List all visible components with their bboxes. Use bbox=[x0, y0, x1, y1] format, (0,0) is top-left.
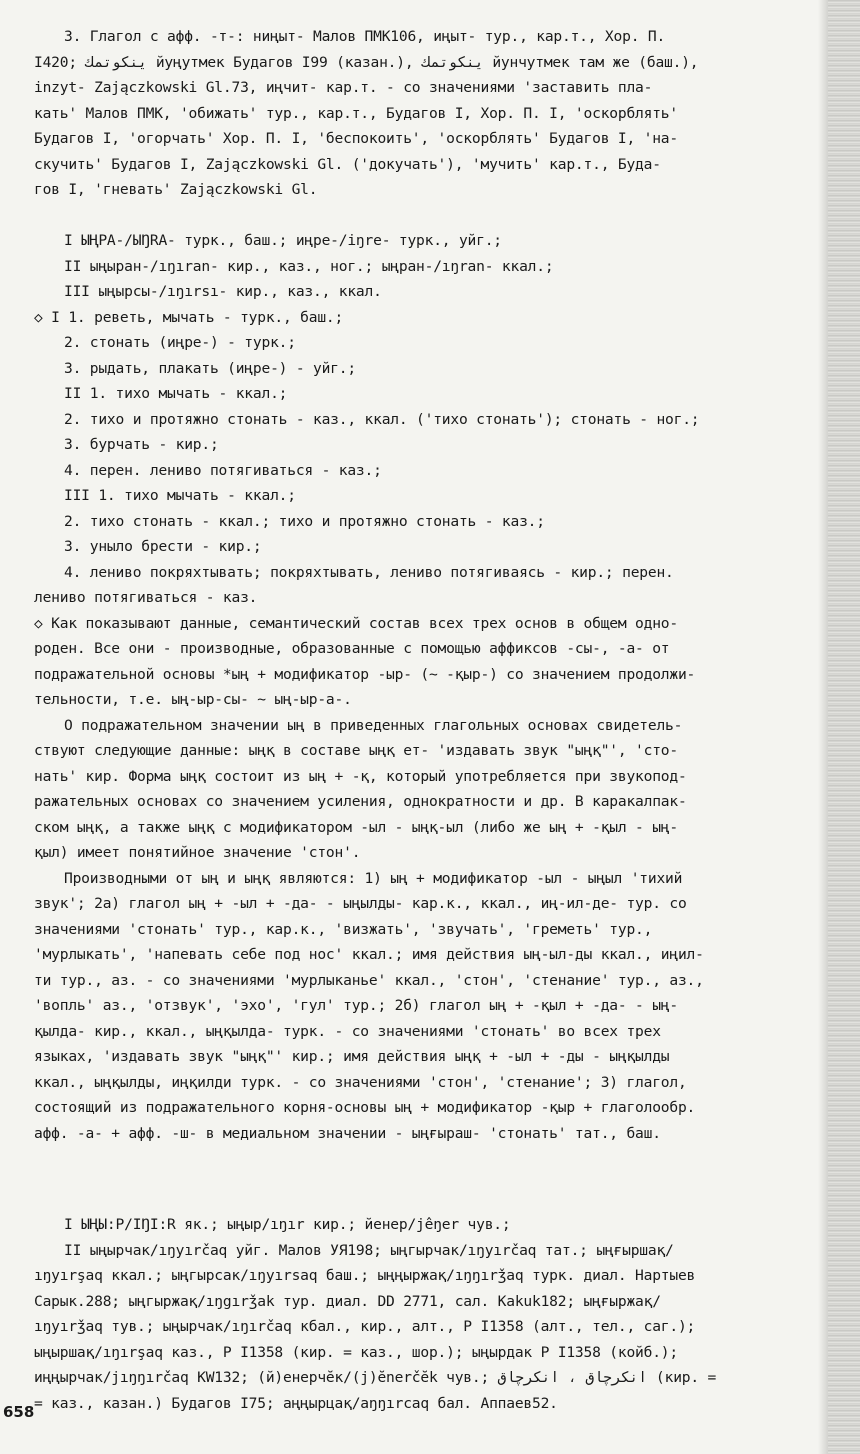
text-line: звук'; 2а) глагол ың + -ыл + -да- - ыңылды- кар.к., ккал., иң-ил-де- тур. со bbox=[34, 895, 687, 912]
text-line: нать' кир. Форма ыңқ состоит из ың + -қ, который употребляется при звукопод- bbox=[34, 767, 687, 785]
meaning-line: ◇ I 1. реветь, мычать - турк., баш.; bbox=[34, 308, 344, 326]
text-line: ражательных основах со значением усиления, однократности и др. В каракалпак- bbox=[34, 793, 687, 810]
text-line: III ыңырсы-/ıŋırsı- кир., каз., ккал. bbox=[64, 283, 382, 300]
meaning-line: 4. лениво покряхтывать; покряхтывать, лениво потягиваясь - кир.; перен. bbox=[64, 563, 674, 581]
text-line: ккал., ыңқылды, иңқилди турк. - со значениями 'стон', 'стенание'; 3) глагол, bbox=[34, 1073, 687, 1091]
meaning-line: 2. тихо стонать - ккал.; тихо и протяжно стонать - каз.; bbox=[64, 512, 545, 530]
meaning-line: II 1. тихо мычать - ккал.; bbox=[64, 385, 288, 402]
meaning-line: 3. бурчать - кир.; bbox=[64, 436, 219, 453]
page-number: 658 bbox=[3, 1403, 35, 1421]
text-line: II ыңыран-/ıŋıran- кир., каз., ног.; ыңран-/ıŋran- ккал.; bbox=[64, 257, 554, 275]
text-line: скучить' Будагов I, Zajączkowski Gl. ('докучать'), 'мучить' кар.т., Буда- bbox=[34, 155, 661, 173]
text-line: гов I, 'гневать' Zajączkowski Gl. bbox=[34, 181, 318, 198]
text-line: кать' Малов ПМК, 'обижать' тур., кар.т., Будагов I, Хор. П. I, 'оскорблять' bbox=[34, 104, 678, 122]
text-line: тельности, т.е. ың-ыр-сы- ~ ың-ыр-а-. bbox=[34, 691, 352, 708]
meaning-line: 4. перен. лениво потягиваться - каз.; bbox=[64, 461, 382, 479]
text-line: I420; ينكوتمك йуңутмек Будагов I99 (казан.), ينكوتمك йунчутмек там же (баш.), bbox=[34, 53, 699, 71]
meaning-line: 3. уныло брести - кир.; bbox=[64, 538, 262, 555]
text-line: лениво потягиваться - каз. bbox=[34, 589, 258, 606]
text-line: ыңыршақ/ıŋırşaq каз., Р I1358 (кир. = каз., шор.); ыңырдак Р I1358 (койб.); bbox=[34, 1343, 678, 1361]
text-line: ıŋyırşaq ккал.; ыңгырсак/ıŋyırsaq баш.; ыңңыржақ/ıŋŋırǯaq турк. диал. Нартыев bbox=[34, 1267, 696, 1284]
text-line: = каз., казан.) Будагов I75; аңңырцақ/aŋŋırcaq бал. Аппаев52. bbox=[34, 1394, 558, 1412]
commentary-line: Производными от ың и ыңқ являются: 1) ың + модификатор -ыл - ыңыл 'тихий bbox=[64, 869, 683, 887]
text-line: иңңырчак/jıŋŋırčaq KW132; (й)енерчĕк/(j)ĕnerčĕk чув.; انكرچاق ، انكرچاق (кир. = bbox=[34, 1369, 717, 1386]
text-line: состоящий из подражательного корня-основы ың + модификатор -қыр + глаголообр. bbox=[34, 1099, 696, 1116]
text-line: ском ыңқ, а также ыңқ с модификатором -ыл - ыңқ-ыл (либо же ың + -қыл - ың- bbox=[34, 818, 678, 836]
text-line: Сарык.288; ыңгыржақ/ıŋgırǯak тур. диал. DD 2771, сал. Kakuk182; ыңғыржақ/ bbox=[34, 1292, 661, 1310]
text-line: қыл) имеет понятийное значение 'стон'. bbox=[34, 844, 361, 861]
text-line: ıŋyırǯaq тув.; ыңырчак/ıŋırčaq кбал., кир., алт., Р I1358 (алт., тел., саг.); bbox=[34, 1318, 696, 1335]
text-line: Будагов I, 'огорчать' Хор. П. I, 'беспокоить', 'оскорблять' Будагов I, 'на- bbox=[34, 130, 678, 147]
text-line: роден. Все они - производные, образованные с помощью аффиксов -сы-, -а- от bbox=[34, 640, 670, 657]
meaning-line: 3. рыдать, плакать (иңре-) - уйг.; bbox=[64, 359, 356, 377]
meaning-line: 2. тихо и протяжно стонать - каз., ккал. ('тихо стонать'); стонать - ног.; bbox=[64, 410, 700, 428]
section-3-entry-ingir bbox=[34, 1212, 824, 1416]
commentary-line: ◇ Как показывают данные, семантический состав всех трех основ в общем одно- bbox=[34, 614, 678, 632]
text-line: қылда- кир., ккал., ыңқылда- турк. - со значениями 'стонать' во всех трех bbox=[34, 1022, 661, 1040]
book-binding-shadow bbox=[828, 0, 860, 1454]
text-line: 'вопль' аз., 'отзвук', 'эхо', 'гул' тур.; 2б) глагол ың + -қыл + -да- - ың- bbox=[34, 997, 678, 1014]
entry-headword: I ЫҢЫ:Р/IŊI:R як.; ыңыр/ıŋır кир.; йенер/jêŋer чув.; bbox=[64, 1216, 511, 1233]
meaning-line: 2. стонать (иңре-) - турк.; bbox=[64, 334, 296, 351]
entry-headword: I ЫҢРА-/ЫŊRA- турк., баш.; иңре-/iŋre- турк., уйг.; bbox=[64, 232, 502, 249]
text-line: II ыңырчак/ıŋyırčaq уйг. Малов УЯ198; ыңгырчак/ıŋyırčaq тат.; ыңғыршақ/ bbox=[64, 1241, 674, 1259]
commentary-line: О подражательном значении ың в приведенных глагольных основах свидетель- bbox=[64, 716, 683, 734]
text-line: 'мурлыкать', 'напевать себе под нос' ккал.; имя действия ың-ыл-ды ккал., иңил- bbox=[34, 946, 704, 963]
section-2-entry-ingra bbox=[34, 228, 824, 1146]
text-line: 3. Глагол с афф. -т-: ниңыт- Малов ПМК106, иңыт- тур., кар.т., Хор. П. bbox=[64, 28, 666, 45]
text-line: значениями 'стонать' тур., кар.к., 'визжать', 'звучать', 'греметь' тур., bbox=[34, 920, 653, 938]
text-line: языках, 'издавать звук "ыңқ"' кир.; имя действия ыңқ + -ыл + -ды - ыңқылды bbox=[34, 1048, 670, 1065]
text-line: ти тур., аз. - со значениями 'мурлыканье' ккал., 'стон', 'стенание' тур., аз., bbox=[34, 971, 704, 989]
text-line: подражательной основы *ың + модификатор -ыр- (~ -қыр-) со значением продолжи- bbox=[34, 665, 696, 683]
meaning-line: III 1. тихо мычать - ккал.; bbox=[64, 487, 296, 504]
text-line: inzyt- Zajączkowski Gl.73, иңчит- кар.т. - со значениями 'заставить пла- bbox=[34, 79, 653, 96]
section-1-verb-with-affix bbox=[34, 24, 824, 203]
text-line: ствуют следующие данные: ыңқ в составе ыңқ ет- 'издавать звук "ыңқ"', 'сто- bbox=[34, 742, 678, 759]
text-line: афф. -а- + афф. -ш- в медиальном значении - ыңғыраш- 'стонать' тат., баш. bbox=[34, 1124, 661, 1142]
